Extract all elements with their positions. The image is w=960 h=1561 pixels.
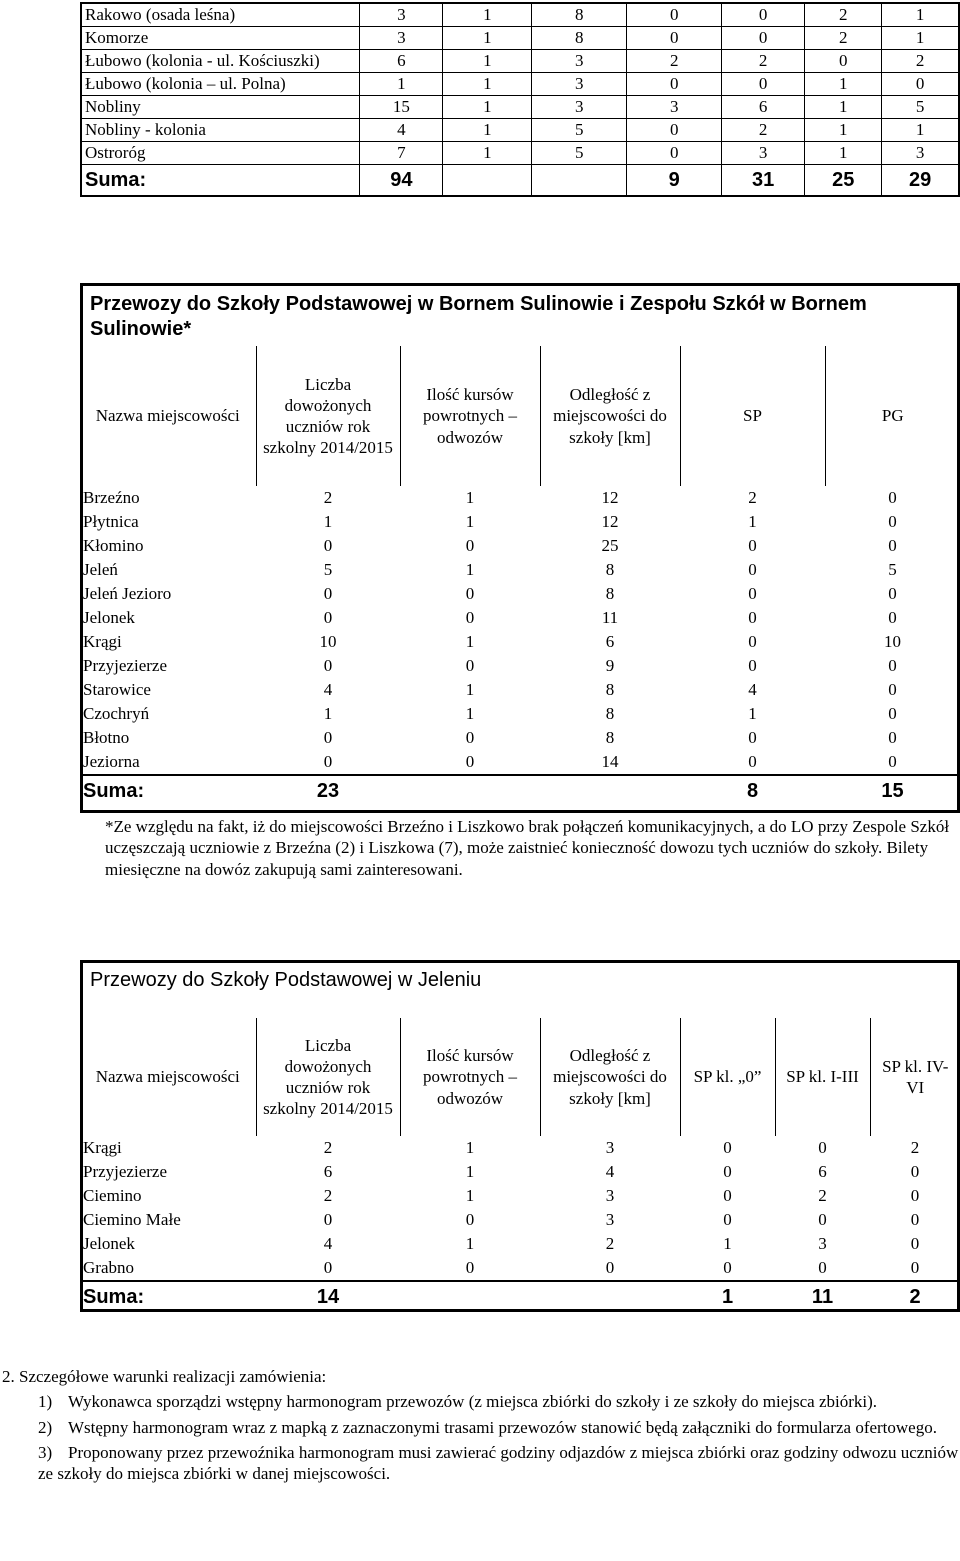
value-cell: 0: [723, 1186, 732, 1206]
value-cell: 0: [888, 752, 897, 772]
table-header-row: [80, 346, 960, 486]
value-cell: 9: [605, 656, 615, 676]
value-cell: 0: [888, 704, 897, 724]
value-cell: 0: [748, 584, 757, 604]
item-number: 3): [38, 1442, 53, 1462]
place-name-cell: Ciemino: [83, 1186, 142, 1206]
value-cell: 0: [465, 728, 475, 748]
value-cell: 1: [805, 142, 882, 165]
value-cell: 0: [888, 488, 897, 508]
value-cell: 3: [605, 1138, 615, 1158]
value-cell: 0: [323, 728, 333, 748]
value-cell: 0: [465, 656, 475, 676]
value-cell: 0: [723, 1138, 732, 1158]
value-cell: 4: [605, 1162, 615, 1182]
place-name-cell: Komorze: [81, 27, 360, 50]
value-cell: 1: [443, 50, 532, 73]
table-row: [81, 50, 959, 73]
value-cell: 2: [605, 1234, 615, 1254]
table-row: [81, 119, 959, 142]
place-name-cell: Jeziorna: [83, 752, 140, 772]
table-row: [80, 654, 960, 678]
value-cell: 3: [627, 96, 722, 119]
table-row: [80, 510, 960, 534]
jelen-table: [80, 1018, 960, 1312]
value-cell: 2: [323, 488, 333, 508]
table-row: [80, 1208, 960, 1232]
place-name-cell: Jeleń Jezioro: [83, 584, 172, 604]
transport-table-continued: [80, 2, 960, 197]
column-header: SP kl. „0”: [680, 1018, 775, 1136]
column-header: Nazwa miejscowości: [95, 1067, 240, 1087]
place-name-cell: Płytnica: [83, 512, 139, 532]
value-cell: 0: [465, 1258, 475, 1278]
sum-value: 29: [882, 165, 959, 197]
section-title-jelen: Przewozy do Szkoły Podstawowej w Jeleniu: [90, 969, 482, 991]
place-name-cell: Przyjezierze: [83, 1162, 167, 1182]
value-cell: 2: [748, 488, 757, 508]
place-name-cell: Brzeźno: [83, 488, 140, 508]
sum-label: Suma:: [80, 775, 256, 806]
column-header: Liczba dowożonych uczniów rok szkolny 2014/2015: [256, 346, 400, 486]
column-header: SP kl. IV-VI: [870, 1018, 960, 1136]
value-cell: 6: [605, 632, 615, 652]
place-name-cell: Jelonek: [83, 608, 135, 628]
value-cell: 6: [722, 96, 805, 119]
value-cell: 2: [818, 1186, 827, 1206]
value-cell: 0: [818, 1138, 827, 1158]
value-cell: 8: [605, 728, 615, 748]
place-name-cell: Nobliny - kolonia: [81, 119, 360, 142]
place-name-cell: Starowice: [83, 680, 151, 700]
value-cell: 4: [748, 680, 757, 700]
condition-item: [38, 1391, 960, 1412]
value-cell: 8: [532, 3, 627, 27]
table-row: [81, 73, 959, 96]
value-cell: 1: [805, 96, 882, 119]
value-cell: 8: [605, 584, 615, 604]
value-cell: 3: [722, 142, 805, 165]
value-cell: 3: [818, 1234, 827, 1254]
value-cell: 0: [605, 1258, 615, 1278]
table-row: [80, 486, 960, 510]
sum-value: 11: [775, 1281, 870, 1312]
table-row: [80, 1232, 960, 1256]
item-text: Proponowany przez przewoźnika harmonogram musi zawierać godziny odjazdów z miejsca zbiórki oraz godziny odwozu uczniów ze szkoły do miejsca zbiórki w danej miejscowości.: [38, 1442, 959, 1483]
value-cell: 2: [627, 50, 722, 73]
value-cell: 2: [805, 3, 882, 27]
sum-value: [400, 775, 540, 806]
value-cell: 0: [748, 560, 757, 580]
value-cell: 0: [748, 608, 757, 628]
value-cell: 15: [360, 96, 443, 119]
table-row: [80, 702, 960, 726]
conditions-section: [0, 1366, 960, 1484]
sum-row: [80, 1281, 960, 1312]
place-name-cell: Rakowo (osada leśna): [81, 3, 360, 27]
place-name-cell: Czochryń: [83, 704, 150, 724]
value-cell: 1: [465, 512, 475, 532]
value-cell: 0: [465, 608, 475, 628]
value-cell: 1: [805, 73, 882, 96]
place-name-cell: Przyjezierze: [83, 656, 167, 676]
value-cell: 0: [722, 3, 805, 27]
table-row: [80, 1136, 960, 1160]
value-cell: 0: [723, 1162, 732, 1182]
value-cell: 5: [532, 142, 627, 165]
value-cell: 12: [601, 488, 619, 508]
value-cell: 0: [323, 752, 333, 772]
value-cell: 0: [888, 512, 897, 532]
value-cell: 10: [884, 632, 901, 652]
borne-sulinowo-table: [80, 346, 960, 806]
value-cell: 12: [601, 512, 619, 532]
table-row: [80, 750, 960, 775]
value-cell: 3: [882, 142, 959, 165]
place-name-cell: Łubowo (kolonia - ul. Kościuszki): [81, 50, 360, 73]
sum-value: 31: [722, 165, 805, 197]
value-cell: 0: [888, 608, 897, 628]
sum-value: 14: [256, 1281, 400, 1312]
sum-value: 2: [870, 1281, 960, 1312]
sum-value: 9: [627, 165, 722, 197]
item-number: 2): [38, 1417, 53, 1437]
value-cell: 1: [465, 488, 475, 508]
value-cell: 0: [627, 27, 722, 50]
value-cell: 2: [805, 27, 882, 50]
value-cell: 1: [465, 632, 475, 652]
item-number: 1): [38, 1392, 53, 1412]
value-cell: 4: [323, 680, 333, 700]
table-header-row: [80, 1018, 960, 1136]
value-cell: 7: [360, 142, 443, 165]
value-cell: 1: [723, 1234, 732, 1254]
sum-value: [400, 1281, 540, 1312]
value-cell: 2: [323, 1138, 333, 1158]
table-row: [81, 142, 959, 165]
value-cell: 6: [360, 50, 443, 73]
value-cell: 0: [323, 584, 333, 604]
value-cell: 0: [722, 27, 805, 50]
value-cell: 1: [465, 704, 475, 724]
value-cell: 2: [910, 1138, 920, 1158]
value-cell: 0: [465, 1210, 475, 1230]
column-header: Ilość kursów powrotnych – odwozów: [400, 346, 540, 486]
value-cell: 0: [888, 680, 897, 700]
condition-item: [38, 1442, 960, 1485]
value-cell: 8: [605, 560, 615, 580]
value-cell: 2: [323, 1186, 333, 1206]
value-cell: 3: [532, 50, 627, 73]
value-cell: 1: [805, 119, 882, 142]
value-cell: 4: [360, 119, 443, 142]
place-name-cell: Nobliny: [81, 96, 360, 119]
value-cell: 3: [360, 3, 443, 27]
value-cell: 0: [818, 1258, 827, 1278]
value-cell: 0: [910, 1210, 920, 1230]
column-header: PG: [825, 346, 960, 486]
value-cell: 0: [805, 50, 882, 73]
value-cell: 0: [723, 1258, 732, 1278]
sum-value: 8: [680, 775, 825, 806]
value-cell: 11: [601, 608, 619, 628]
value-cell: 1: [882, 3, 959, 27]
value-cell: 0: [748, 656, 757, 676]
value-cell: 3: [605, 1210, 615, 1230]
value-cell: 1: [465, 1138, 475, 1158]
value-cell: 0: [722, 73, 805, 96]
sum-value: [532, 165, 627, 197]
value-cell: 3: [532, 96, 627, 119]
place-name-cell: Grabno: [83, 1258, 134, 1278]
value-cell: 2: [882, 50, 959, 73]
value-cell: 2: [722, 119, 805, 142]
place-name-cell: Kłomino: [83, 536, 144, 556]
value-cell: 5: [882, 96, 959, 119]
value-cell: 4: [323, 1234, 333, 1254]
value-cell: 0: [627, 119, 722, 142]
value-cell: 1: [443, 142, 532, 165]
value-cell: 8: [605, 680, 615, 700]
sum-value: 25: [805, 165, 882, 197]
value-cell: 0: [910, 1186, 920, 1206]
column-header: SP kl. I-III: [775, 1018, 870, 1136]
sum-value: [540, 775, 680, 806]
value-cell: 0: [888, 536, 897, 556]
value-cell: 5: [323, 560, 333, 580]
sum-label: Suma:: [81, 165, 360, 197]
value-cell: 1: [465, 1186, 475, 1206]
sum-row: [81, 165, 959, 197]
value-cell: 0: [323, 1258, 333, 1278]
value-cell: 0: [748, 536, 757, 556]
value-cell: 8: [532, 27, 627, 50]
table-row: [80, 1256, 960, 1281]
value-cell: 1: [748, 512, 757, 532]
value-cell: 0: [882, 73, 959, 96]
sum-value: [443, 165, 532, 197]
value-cell: 0: [323, 656, 333, 676]
value-cell: 10: [319, 632, 337, 652]
value-cell: 1: [443, 3, 532, 27]
value-cell: 0: [627, 142, 722, 165]
item-text: Wstępny harmonogram wraz z mapką z zaznaczonymi trasami przewozów stanowić będą załączniki do formularza ofertowego.: [68, 1417, 937, 1437]
table-row: [80, 1184, 960, 1208]
value-cell: 0: [910, 1162, 920, 1182]
value-cell: 0: [888, 656, 897, 676]
conditions-heading: 2. Szczegółowe warunki realizacji zamówienia:: [2, 1367, 327, 1386]
value-cell: 1: [443, 119, 532, 142]
table-row: [80, 1160, 960, 1184]
value-cell: 1: [882, 119, 959, 142]
table-row: [80, 558, 960, 582]
value-cell: 3: [532, 73, 627, 96]
sum-value: [540, 1281, 680, 1312]
place-name-cell: Błotno: [83, 728, 130, 748]
value-cell: 0: [818, 1210, 827, 1230]
value-cell: 0: [748, 632, 757, 652]
value-cell: 1: [465, 1162, 475, 1182]
value-cell: 0: [627, 3, 722, 27]
value-cell: 0: [723, 1210, 732, 1230]
value-cell: 1: [323, 512, 333, 532]
value-cell: 6: [323, 1162, 333, 1182]
value-cell: 0: [888, 728, 897, 748]
column-header: Nazwa miejscowości: [95, 406, 240, 426]
item-text: Wykonawca sporządzi wstępny harmonogram przewozów (z miejsca zbiórki do szkoły i ze szkoły do miejsca zbiórki).: [68, 1392, 878, 1412]
value-cell: 1: [882, 27, 959, 50]
value-cell: 0: [323, 1210, 333, 1230]
place-name-cell: Łubowo (kolonia – ul. Polna): [81, 73, 360, 96]
value-cell: 2: [722, 50, 805, 73]
value-cell: 3: [360, 27, 443, 50]
value-cell: 1: [465, 1234, 475, 1254]
table-row: [80, 606, 960, 630]
column-header: SP: [680, 346, 825, 486]
value-cell: 5: [532, 119, 627, 142]
value-cell: 3: [605, 1186, 615, 1206]
column-header: Ilość kursów powrotnych – odwozów: [400, 1018, 540, 1136]
sum-value: 15: [825, 775, 960, 806]
value-cell: 1: [465, 560, 475, 580]
place-name-cell: Krągi: [83, 1138, 122, 1158]
place-name-cell: Jeleń: [83, 560, 118, 580]
footnote: *Ze względu na fakt, iż do miejscowości Brzeźno i Liszkowo brak połączeń komunikacyjnych, a do LO przy Zespole Szkół uczęszczają uczniowie z Brzeźna (2) i Liszkowa (7), może zaistnieć konieczność dowozu tych uczniów do szkoły. Bilety miesięczne na dowóz zakupują sami zainteresowani.: [105, 817, 950, 879]
table-row: [80, 534, 960, 558]
value-cell: 0: [465, 752, 475, 772]
value-cell: 1: [443, 96, 532, 119]
column-header: Odległość z miejscowości do szkoły [km]: [540, 1018, 680, 1136]
condition-item: [38, 1417, 960, 1438]
value-cell: 0: [323, 608, 333, 628]
value-cell: 6: [818, 1162, 827, 1182]
sum-value: 94: [360, 165, 443, 197]
section-title: Przewozy do Szkoły Podstawowej w Bornem Sulinowie i Zespołu Szkół w Bornem Sulinowie*: [90, 293, 867, 340]
value-cell: 0: [465, 536, 475, 556]
sum-value: 1: [680, 1281, 775, 1312]
sum-label: Suma:: [80, 1281, 256, 1312]
column-header: Liczba dowożonych uczniów rok szkolny 2014/2015: [256, 1018, 400, 1136]
table-row: [80, 630, 960, 654]
value-cell: 8: [605, 704, 615, 724]
value-cell: 1: [360, 73, 443, 96]
value-cell: 0: [627, 73, 722, 96]
table-row: [80, 582, 960, 606]
value-cell: 1: [748, 704, 757, 724]
table-row: [80, 678, 960, 702]
value-cell: 0: [323, 536, 333, 556]
value-cell: 1: [443, 73, 532, 96]
value-cell: 25: [601, 536, 619, 556]
value-cell: 14: [601, 752, 619, 772]
table-row: [81, 27, 959, 50]
sum-value: 23: [256, 775, 400, 806]
value-cell: 0: [748, 728, 757, 748]
value-cell: 5: [888, 560, 897, 580]
place-name-cell: Jelonek: [83, 1234, 135, 1254]
value-cell: 1: [443, 27, 532, 50]
value-cell: 0: [888, 584, 897, 604]
value-cell: 1: [465, 680, 475, 700]
value-cell: 0: [910, 1234, 920, 1254]
place-name-cell: Ciemino Małe: [83, 1210, 181, 1230]
value-cell: 0: [465, 584, 475, 604]
table-row: [81, 96, 959, 119]
value-cell: 1: [323, 704, 333, 724]
sum-row: [80, 775, 960, 806]
place-name-cell: Ostroróg: [81, 142, 360, 165]
table-row: [80, 726, 960, 750]
value-cell: 0: [748, 752, 757, 772]
value-cell: 0: [910, 1258, 920, 1278]
place-name-cell: Krągi: [83, 632, 122, 652]
column-header: Odległość z miejscowości do szkoły [km]: [540, 346, 680, 486]
table-row: [81, 3, 959, 27]
